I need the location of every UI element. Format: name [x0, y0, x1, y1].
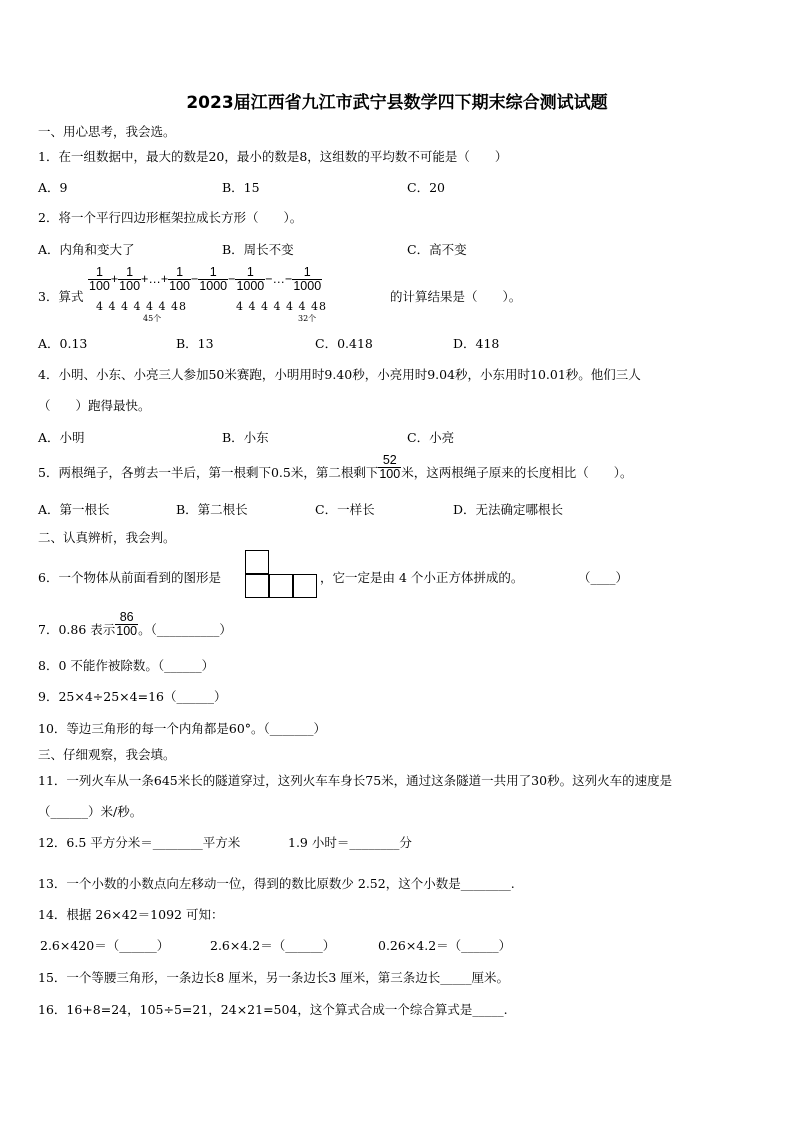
q14-part-b: 2.6×4.2＝（______）: [210, 938, 336, 953]
q5-fraction: $\frac{52}{100}$: [379, 452, 401, 481]
question-3-prefix: 3．算式: [38, 289, 84, 304]
question-4-cont: （ ）跑得最快。: [38, 398, 151, 413]
q3-option-b: B．13: [176, 336, 214, 351]
section-heading-3: 三、仔细观察，我会填。: [38, 747, 176, 762]
question-14: 14．根据 26×42＝1092 可知：: [38, 907, 224, 922]
q4-option-c: C．小亮: [407, 430, 455, 445]
question-6-prefix: 6．一个物体从前面看到的图形是: [38, 570, 221, 585]
question-11-cont: （______）米/秒。: [38, 804, 143, 819]
question-16: 16．16+8=24，105÷5=21，24×21=504，这个算式合成一个综合算式是_____.: [38, 1002, 508, 1017]
q3-expression: $\frac{1}{100}$ + $\frac{1}{100}$ +…+ $\frac{1}{100}$ − $\frac{1}{1000}$ − $\frac{1}{1000}$ −…− $\frac{1}{1000}$: [89, 265, 322, 294]
question-3-suffix: 的计算结果是（ ）。: [390, 289, 522, 304]
q1-option-b: B．15: [222, 180, 260, 195]
question-4: 4．小明、小东、小亮三人参加50米赛跑，小明用时9.40秒，小亮用时9.04秒，小东用时10.01秒。他们三人: [38, 367, 641, 382]
q2-option-a: A．内角和变大了: [38, 242, 135, 257]
q4-option-a: A．小明: [38, 430, 85, 445]
q6-answer-blank: （____）: [578, 570, 629, 585]
q3-count-1: 45个: [143, 314, 162, 323]
q5-option-b: B．第二根长: [176, 502, 248, 517]
page-title: 2023届江西省九江市武宁县数学四下期末综合测试试题: [186, 93, 608, 113]
q2-option-b: B．周长不变: [222, 242, 294, 257]
q3-fraction-5: $\frac{1}{1000}$: [236, 265, 265, 294]
q7-fraction: $\frac{86}{100}$: [116, 609, 138, 638]
section-heading-2: 二、认真辨析，我会判。: [38, 530, 176, 545]
q1-option-a: A．9: [38, 180, 68, 195]
question-8: 8．0 不能作被除数。（______）: [38, 658, 215, 673]
q1-option-c: C．20: [407, 180, 445, 195]
question-10: 10．等边三角形的每一个内角都是60°。（_______）: [38, 721, 327, 736]
question-15: 15．一个等腰三角形，一条边长8 厘米，另一条边长3 厘米，第三条边长_____厘米。: [38, 970, 510, 985]
q3-fraction-4: $\frac{1}{1000}$: [199, 265, 228, 294]
question-6-suffix: ，它一定是由 4 个小正方体拼成的。: [320, 570, 524, 585]
q2-option-c: C．高不变: [407, 242, 467, 257]
section-heading-1: 一、用心思考，我会选。: [38, 124, 176, 139]
q3-brace-1: 4 4 4 4 4 4 48: [96, 300, 187, 313]
question-11: 11．一列火车从一条645米长的隧道穿过，这列火车车身长75米，通过这条隧道一共用了30秒。这列火车的速度是: [38, 773, 673, 788]
question-2: 2．将一个平行四边形框架拉成长方形（ ）。: [38, 210, 303, 225]
q3-fraction-2: $\frac{1}{100}$: [119, 265, 141, 294]
q3-option-c: C．0.418: [315, 336, 373, 351]
q14-part-a: 2.6×420＝（______）: [40, 938, 170, 953]
q5-option-a: A．第一根长: [38, 502, 110, 517]
q3-fraction-6: $\frac{1}{1000}$: [293, 265, 322, 294]
question-12-b: 1.9 小时＝________分: [288, 835, 412, 850]
q3-fraction-3: $\frac{1}{100}$: [169, 265, 190, 294]
q14-part-c: 0.26×4.2＝（______）: [378, 938, 512, 953]
q3-count-2: 32个: [298, 314, 317, 323]
q3-option-d: D．418: [453, 336, 500, 351]
question-7: 7．0.86 表示 $\frac{86}{100}$ 。（__________）: [38, 609, 232, 638]
q6-cube-top: [245, 550, 269, 574]
q6-cube-1: [245, 574, 269, 598]
q3-brace-2: 4 4 4 4 4 4 48: [236, 300, 327, 313]
q5-option-d: D．无法确定哪根长: [453, 502, 564, 517]
q6-cube-3: [293, 574, 317, 598]
q4-option-b: B．小东: [222, 430, 269, 445]
question-1: 1．在一组数据中，最大的数是20，最小的数是8，这组数的平均数不可能是（ ）: [38, 149, 508, 164]
question-12-a: 12．6.5 平方分米＝________平方米: [38, 835, 241, 850]
question-5: 5．两根绳子，各剪去一半后，第一根剩下0.5米，第二根剩下 $\frac{52}{100}$ 米，这两根绳子原来的长度相比（ ）。: [38, 452, 633, 481]
q3-fraction-1: $\frac{1}{100}$: [89, 265, 110, 294]
q5-option-c: C．一样长: [315, 502, 375, 517]
question-13: 13．一个小数的小数点向左移动一位，得到的数比原数少 2.52，这个小数是________.: [38, 876, 515, 891]
q6-cube-2: [269, 574, 293, 598]
q3-option-a: A．0.13: [38, 336, 88, 351]
question-9: 9．25×4÷25×4=16（______）: [38, 689, 227, 704]
